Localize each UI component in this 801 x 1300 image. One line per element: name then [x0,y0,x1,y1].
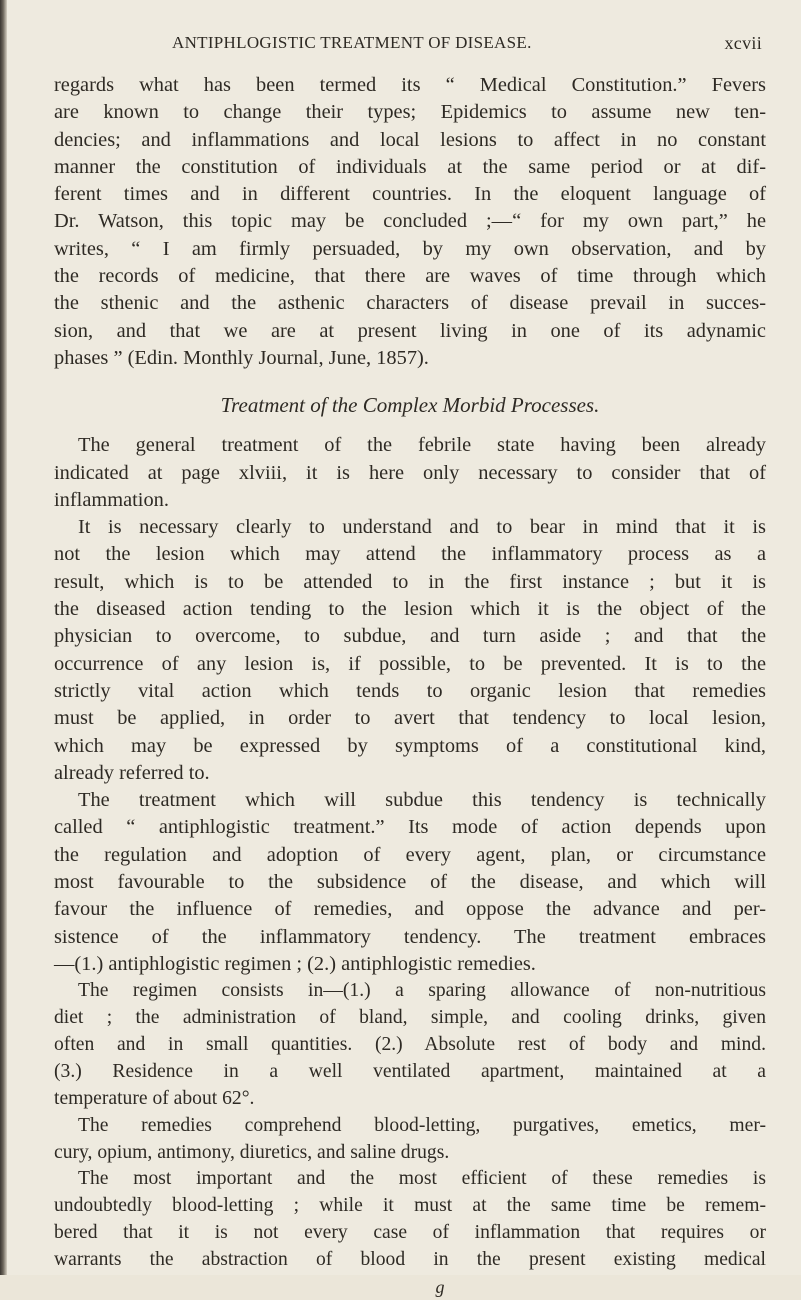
text-line: already referred to. [54,761,210,784]
text-line: called “ antiphlogistic treatment.” Its mode of action depends upon [54,816,766,839]
text-line: sistence of the inflammatory tendency. The treatment embraces [54,925,766,948]
text-line: regards what has been termed its “ Medical Constitution.” Fevers [54,74,766,96]
text-line: the regulation and adoption of every agent, plan, or circumstance [54,843,766,866]
text-line: inflammation. [54,488,169,511]
text-line: The treatment which will subdue this tendency is technically [78,789,766,812]
text-line: the sthenic and the asthenic characters of disease prevail in succes- [54,292,766,315]
text-line: most favourable to the subsidence of the disease, and which will [54,871,766,894]
text-line: writes, “ I am firmly persuaded, by my own observation, and by [54,237,766,260]
signature-mark: g [435,1277,445,1297]
text-line: temperature of about 62°. [54,1087,255,1109]
text-line: ferent times and in different countries. In the eloquent language of [54,183,766,206]
text-line: favour the influence of remedies, and oppose the advance and per- [54,898,766,921]
text-line: dencies; and inflammations and local lesions to affect in no constant [54,128,766,151]
text-line: not the lesion which may attend the inflammatory process as a [54,543,766,566]
section-heading: Treatment of the Complex Morbid Processes. [220,393,600,418]
text-line: (3.) Residence in a well ventilated apartment, maintained at a [54,1060,766,1082]
text-line: the records of medicine, that there are waves of time through which [54,265,766,288]
text-line: sion, and that we are at present living in one of its adynamic [54,319,766,342]
text-line: The regimen consists in—(1.) a sparing allowance of non-nutritious [78,980,766,1002]
text-line: strictly vital action which tends to organic lesion that remedies [54,679,766,702]
text-line: cury, opium, antimony, diuretics, and saline drugs. [54,1141,450,1163]
paragraph-antiphlogistic-treatment [54,787,766,978]
body-text [54,72,766,1300]
text-line: the diseased action tending to the lesion which it is the object of the [54,598,766,621]
text-line: must be applied, in order to avert that tendency to local lesion, [54,707,766,730]
running-head [60,33,762,57]
paragraph-regimen [54,978,766,1112]
text-line: bered that it is not every case of inflammation that requires or [54,1222,766,1244]
text-line: phases ” (Edin. Monthly Journal, June, 1857). [54,346,429,369]
paragraph-blood-letting [54,1166,766,1274]
text-line: are known to change their types; Epidemics to assume new ten- [54,101,766,124]
text-line: undoubtedly blood-letting ; while it must at the same time be remem- [54,1195,766,1217]
text-line: It is necessary clearly to understand and to bear in mind that it is [78,516,766,539]
book-gutter-shadow [0,0,7,1275]
text-line: result, which is to be attended to in the first instance ; but it is [54,570,766,593]
text-line: Dr. Watson, this topic may be concluded ;—“ for my own part,” he [54,210,766,233]
text-line: The remedies comprehend blood-letting, purgatives, emetics, mer- [78,1114,766,1136]
text-line: often and in small quantities. (2.) Absolute rest of body and mind. [54,1033,766,1055]
paragraph-lesion [54,514,766,787]
text-line: The general treatment of the febrile state having been already [78,434,766,457]
paragraph-medical-constitution [54,72,766,372]
page-number: xcvii [724,33,762,53]
paragraph-remedies [54,1113,766,1167]
text-line: occurrence of any lesion is, if possible, to be prevented. It is to the [54,652,766,675]
running-title: ANTIPHLOGISTIC TREATMENT OF DISEASE. [172,33,532,52]
text-line: warrants the abstraction of blood in the present existing medical [54,1249,766,1271]
text-line: diet ; the administration of bland, simple, and cooling drinks, given [54,1007,766,1029]
paragraph-febrile-state [54,432,766,514]
text-line: physician to overcome, to subdue, and turn aside ; and that the [54,625,766,648]
text-line: manner the constitution of individuals at the same period or at dif- [54,155,766,178]
text-line: indicated at page xlviii, it is here only necessary to consider that of [54,461,766,484]
text-line: The most important and the most efficient of these remedies is [78,1168,766,1190]
text-line: which may be expressed by symptoms of a constitutional kind, [54,734,766,757]
text-line: —(1.) antiphlogistic regimen ; (2.) antiphlogistic remedies. [54,952,536,975]
